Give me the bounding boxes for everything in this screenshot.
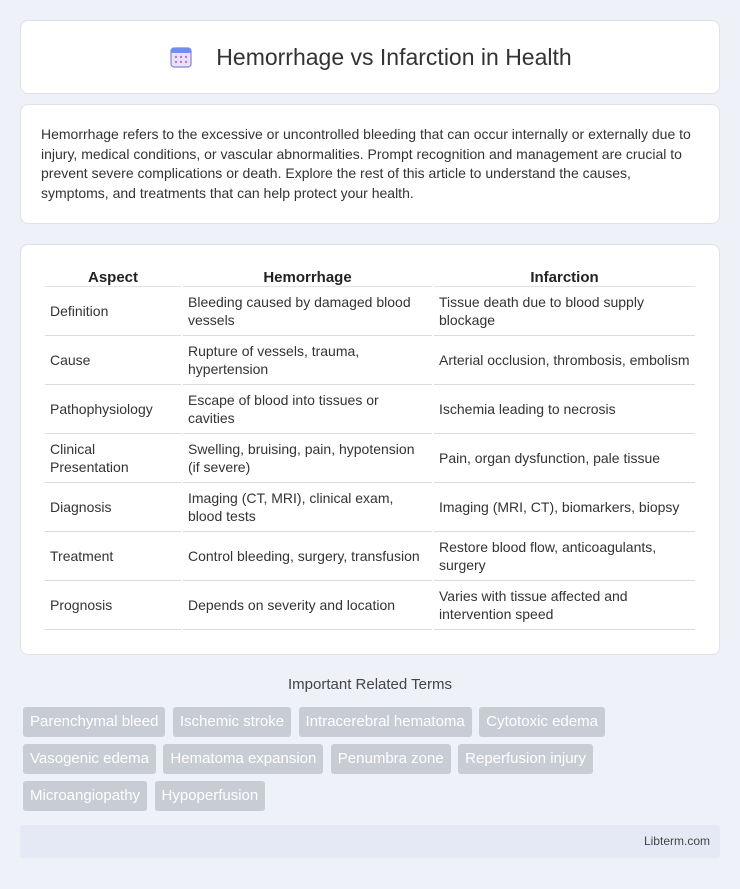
page-title: Hemorrhage vs Infarction in Health xyxy=(216,43,572,70)
table-row xyxy=(45,336,695,385)
row-hemorrhage: Control bleeding, surgery, transfusion xyxy=(183,532,432,581)
comparison-table xyxy=(43,265,697,630)
row-aspect: Diagnosis xyxy=(45,483,181,532)
footer-site-link[interactable]: Libterm.com xyxy=(643,834,710,848)
table-row xyxy=(45,581,695,630)
row-infarction: Pain, organ dysfunction, pale tissue xyxy=(434,434,695,483)
related-term-tag[interactable]: Vasogenic edema xyxy=(23,744,156,774)
related-term-tag[interactable]: Hematoma expansion xyxy=(163,744,323,774)
row-infarction: Restore blood flow, anticoagulants, surgery xyxy=(434,532,695,581)
related-term-tag[interactable]: Microangiopathy xyxy=(23,781,147,811)
row-aspect: Treatment xyxy=(45,532,181,581)
related-term-tag[interactable]: Cytotoxic edema xyxy=(479,707,605,737)
header-card xyxy=(20,20,720,94)
related-term-tag[interactable]: Penumbra zone xyxy=(331,744,451,774)
table-header-row xyxy=(45,265,695,287)
footer xyxy=(20,825,720,858)
intro-paragraph: Hemorrhage refers to the excessive or uncontrolled bleeding that can occur internally or externally due to injury, medical conditions, or vascular abnormalities. Prompt recognition and management are crucial to prevent severe complications or death. Explore the rest of this article to understand the causes, symptoms, and treatments that can help protect your health. xyxy=(41,126,691,201)
table-row xyxy=(45,483,695,532)
table-row xyxy=(45,434,695,483)
row-hemorrhage: Depends on severity and location xyxy=(183,581,432,630)
row-aspect: Pathophysiology xyxy=(45,385,181,434)
comparison-card xyxy=(20,244,720,655)
column-header-aspect: Aspect xyxy=(45,265,181,287)
table-row xyxy=(45,287,695,336)
row-infarction: Varies with tissue affected and intervention speed xyxy=(434,581,695,630)
row-hemorrhage: Rupture of vessels, trauma, hypertension xyxy=(183,336,432,385)
row-hemorrhage: Escape of blood into tissues or cavities xyxy=(183,385,432,434)
row-aspect: Cause xyxy=(45,336,181,385)
column-header-hemorrhage: Hemorrhage xyxy=(183,265,432,287)
row-infarction: Imaging (MRI, CT), biomarkers, biopsy xyxy=(434,483,695,532)
row-infarction: Tissue death due to blood supply blockage xyxy=(434,287,695,336)
related-term-tag[interactable]: Ischemic stroke xyxy=(173,707,291,737)
related-term-tag[interactable]: Hypoperfusion xyxy=(155,781,266,811)
related-terms-list xyxy=(23,707,703,818)
row-infarction: Arterial occlusion, thrombosis, embolism xyxy=(434,336,695,385)
row-hemorrhage: Swelling, bruising, pain, hypotension (if severe) xyxy=(183,434,432,483)
row-hemorrhage: Bleeding caused by damaged blood vessels xyxy=(183,287,432,336)
table-row xyxy=(45,385,695,434)
row-aspect: Clinical Presentation xyxy=(45,434,181,483)
row-hemorrhage: Imaging (CT, MRI), clinical exam, blood tests xyxy=(183,483,432,532)
related-term-tag[interactable]: Parenchymal bleed xyxy=(23,707,165,737)
related-term-tag[interactable]: Reperfusion injury xyxy=(458,744,593,774)
related-term-tag[interactable]: Intracerebral hematoma xyxy=(299,707,472,737)
row-aspect: Prognosis xyxy=(45,581,181,630)
column-header-infarction: Infarction xyxy=(434,265,695,287)
table-row xyxy=(45,532,695,581)
related-terms-heading: Important Related Terms xyxy=(288,676,452,693)
intro-card xyxy=(20,104,720,224)
row-infarction: Ischemia leading to necrosis xyxy=(434,385,695,434)
calendar-icon xyxy=(168,44,194,70)
row-aspect: Definition xyxy=(45,287,181,336)
